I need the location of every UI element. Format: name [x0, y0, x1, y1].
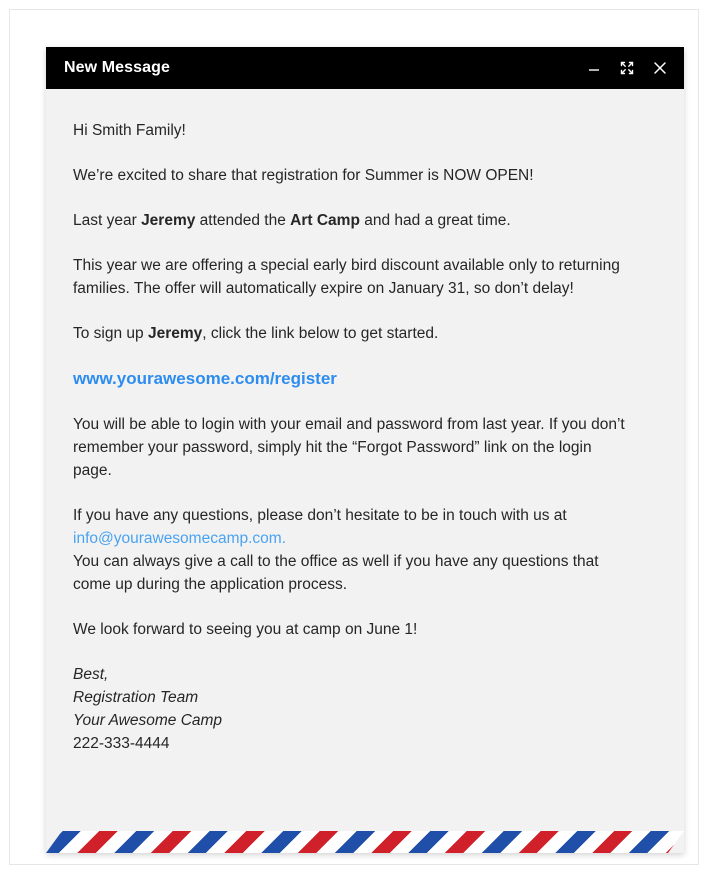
signature-phone: 222-333-4444 — [73, 735, 170, 752]
minimize-icon[interactable] — [586, 60, 602, 76]
lastyear-paragraph — [73, 209, 629, 232]
greeting-paragraph: Hi Smith Family! — [73, 122, 186, 139]
login-paragraph: You will be able to login with your email and password from last year. If you don’t remember your password, simply hit the “Forgot Password” link on the login page. — [73, 416, 625, 479]
signature-camp: Your Awesome Camp — [73, 712, 223, 729]
lastyear-text-a: Last year — [73, 212, 142, 229]
discount-paragraph: This year we are offering a special early bird discount available only to returning families. The offer will automatically expire on January 31, so don’t delay! — [73, 257, 620, 297]
closing-paragraph: We look forward to seeing you at camp on June 1! — [73, 621, 418, 638]
register-link-block — [73, 367, 654, 391]
close-icon[interactable] — [652, 60, 668, 76]
announcement-paragraph: We’re excited to share that registration for Summer is NOW OPEN! — [73, 167, 534, 184]
signup-text-a: To sign up — [73, 325, 148, 342]
lastyear-camp-name: Art Camp — [290, 212, 360, 229]
questions-paragraph — [73, 504, 629, 550]
expand-icon[interactable] — [619, 60, 635, 76]
page-frame — [9, 9, 699, 865]
signup-camper-name: Jeremy — [147, 325, 203, 342]
questions-text-a: If you have any questions, please don’t hesitate to be in touch with us at — [73, 507, 567, 524]
register-link[interactable]: www.yourawesome.com/register — [73, 369, 337, 388]
signup-text-b: , click the link below to get started. — [202, 325, 439, 342]
lastyear-text-c: and had a great time. — [359, 212, 511, 229]
signup-paragraph — [73, 322, 629, 345]
new-message-window — [46, 47, 684, 853]
message-body[interactable] — [46, 89, 684, 853]
lastyear-text-b: attended the — [195, 212, 291, 229]
signature-team: Registration Team — [73, 689, 199, 706]
signature-block — [73, 663, 629, 755]
signature-best: Best, — [73, 666, 109, 683]
decorative-stripes — [46, 831, 684, 853]
window-controls — [586, 60, 668, 76]
email-link[interactable]: info@yourawesomecamp.com. — [73, 530, 287, 547]
lastyear-camper-name: Jeremy — [141, 212, 196, 229]
window-titlebar — [46, 47, 684, 89]
window-title: New Message — [64, 59, 171, 76]
office-call-paragraph: You can always give a call to the office as well if you have any questions that come up during the application process. — [73, 553, 599, 593]
